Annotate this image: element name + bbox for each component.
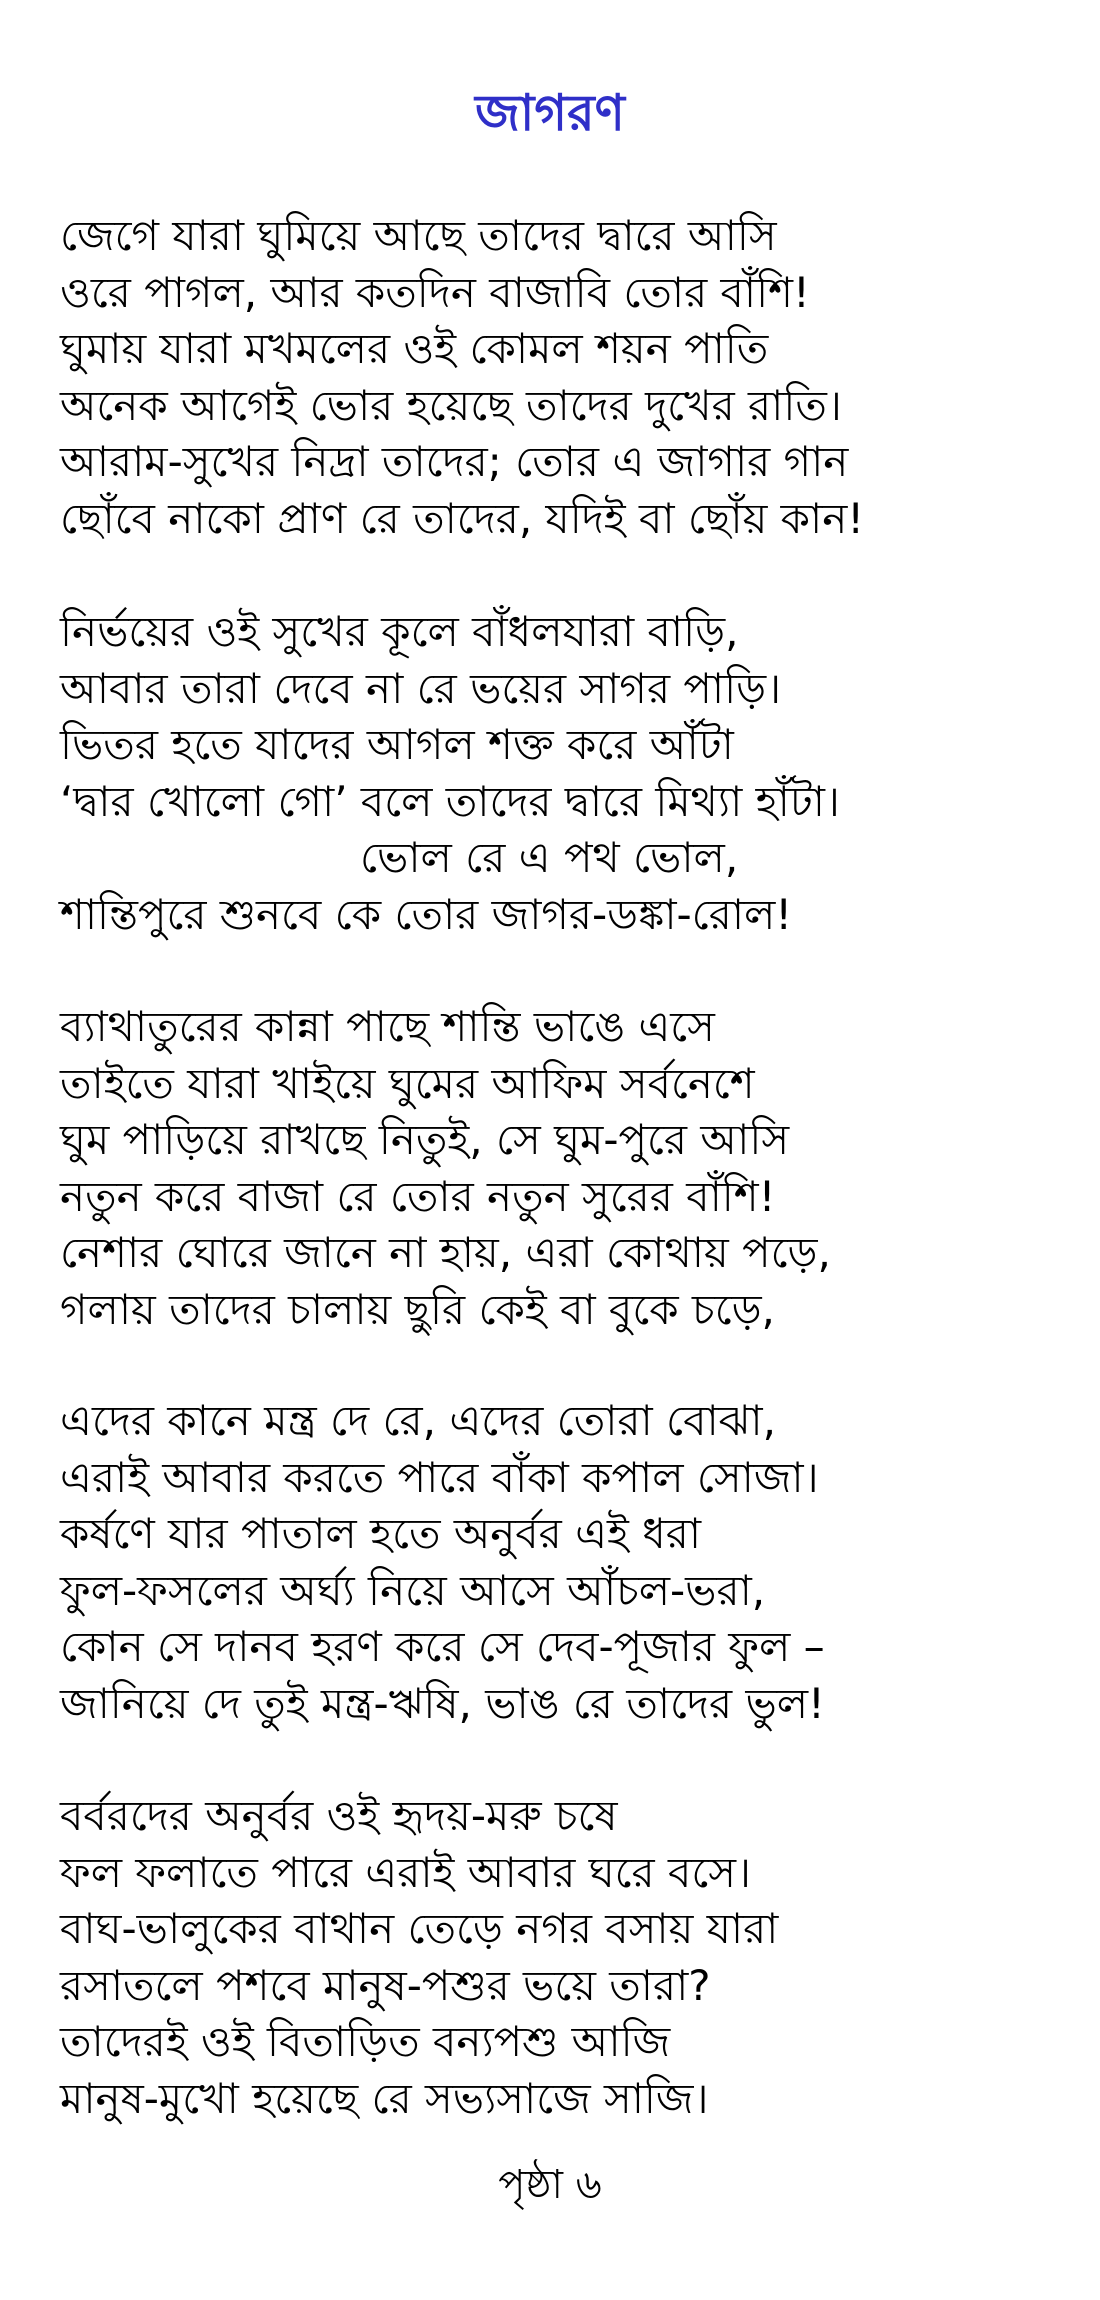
poem-line: অনেক আগেই ভোর হয়েছে তাদের দুখের রাতি। xyxy=(60,380,842,430)
poem-line: জানিয়ে দে তুই মন্ত্র-ঋষি, ভাঙ রে তাদের ভুল! xyxy=(60,1678,825,1728)
stanza-1 xyxy=(60,208,1060,547)
poem-line: জেগে যারা ঘুমিয়ে আছে তাদের দ্বারে আসি xyxy=(60,211,777,260)
poem-line: এরাই আবার করতে পারে বাঁকা কপাল সোজা। xyxy=(60,1452,819,1502)
poem-line: ওরে পাগল, আর কতদিন বাজাবি তোর বাঁশি! xyxy=(60,267,810,317)
poem-line: ফল ফলাতে পারে এরাই আবার ঘরে বসে। xyxy=(60,1847,751,1897)
poem-line: ফুল-ফসলের অর্ঘ্য নিয়ে আসে আঁচল-ভরা, xyxy=(60,1565,766,1615)
poem-line: গলায় তাদের চালায় ছুরি কেই বা বুকে চড়ে, xyxy=(60,1284,775,1334)
stanza-4 xyxy=(60,1393,1060,1732)
poem-line: কর্ষণে যার পাতাল হতে অনুর্বর এই ধরা xyxy=(60,1509,702,1558)
poem-line: কোন সে দানব হরণ করে সে দেব-পূজার ফুল – xyxy=(60,1622,825,1671)
poem-line: রসাতলে পশবে মানুষ-পশুর ভয়ে তারা? xyxy=(60,1960,711,2010)
poem-line: ‘দ্বার খোলো গো’ বলে তাদের দ্বারে মিথ্যা হাঁটা। xyxy=(60,776,840,826)
poem-line: নেশার ঘোরে জানে না হায়, এরা কোথায় পড়ে, xyxy=(60,1228,831,1277)
page-number: পৃষ্ঠা ৬ xyxy=(498,2162,602,2208)
poem-line: তাইতে যারা খাইয়ে ঘুমের আফিম সর্বনেশে xyxy=(60,1058,755,1108)
poem-line: এদের কানে মন্ত্র দে রে, এদের তোরা বোঝা, xyxy=(60,1396,776,1445)
poem-line: শান্তিপুরে শুনবে কে তোর জাগর-ডঙ্কা-রোল! xyxy=(60,889,793,939)
poem-line: তাদেরই ওই বিতাড়িত বন্যপশু আজি xyxy=(60,2017,671,2066)
stanza-3 xyxy=(60,999,1060,1338)
poem-line: ব্যাথাতুরের কান্না পাছে শান্তি ভাঙে এসে xyxy=(60,1002,715,1051)
poem-line: আবার তারা দেবে না রে ভয়ের সাগর পাড়ি। xyxy=(60,663,782,713)
poem-line: বর্বরদের অনুর্বর ওই হৃদয়-মরু চষে xyxy=(60,1791,618,1840)
poem-line: আরাম-সুখের নিদ্রা তাদের; তোর এ জাগার গান xyxy=(60,437,849,486)
poem-line: নতুন করে বাজা রে তোর নতুন সুরের বাঁশি! xyxy=(60,1171,776,1221)
stanza-5 xyxy=(60,1788,1060,2127)
stanza-2 xyxy=(60,604,1060,943)
poem-line: ঘুম পাড়িয়ে রাখছে নিতুই, সে ঘুম-পুরে আসি xyxy=(60,1115,790,1164)
poem-line-indented: ভোল রে এ পথ ভোল, xyxy=(360,833,739,882)
poem-line: ছোঁবে নাকো প্রাণ রে তাদের, যদিই বা ছোঁয় কান! xyxy=(60,493,865,543)
poem-line: ঘুমায় যারা মখমলের ওই কোমল শয়ন পাতি xyxy=(60,324,769,373)
poem-line: মানুষ-মুখো হয়েছে রে সভ্যসাজে সাজি। xyxy=(60,2073,709,2123)
poem-line: ভিতর হতে যাদের আগল শক্ত করে আঁটা xyxy=(60,720,734,769)
poem-line: নির্ভয়ের ওই সুখের কূলে বাঁধলযারা বাড়ি, xyxy=(60,607,739,656)
poem-line: বাঘ-ভালুকের বাথান তেড়ে নগর বসায় যারা xyxy=(60,1904,779,1953)
poem-title: জাগরণ xyxy=(475,84,625,142)
